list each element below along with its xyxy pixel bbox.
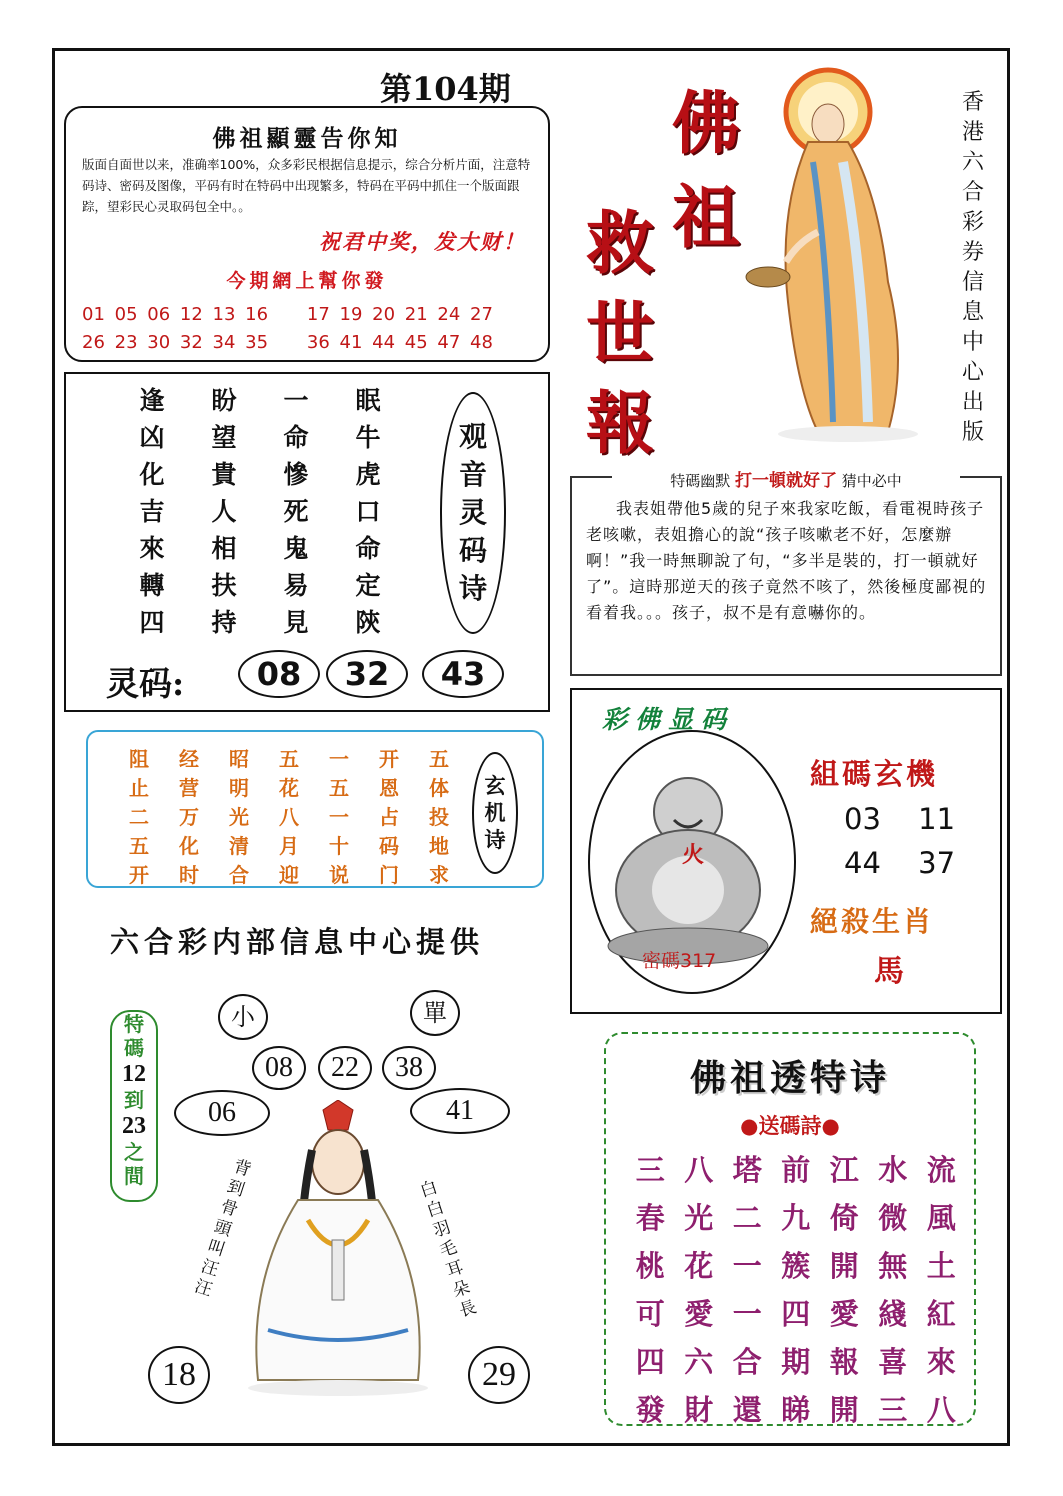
- poem-char: 塔: [732, 1153, 762, 1187]
- poem-char: 九: [781, 1201, 811, 1235]
- poem-char: 愛: [684, 1297, 714, 1331]
- poem-char: 見: [283, 608, 309, 637]
- poem-char: 五: [429, 747, 449, 771]
- issue-number: 第104期: [380, 70, 511, 108]
- combo-title: 組碼玄機: [810, 757, 939, 791]
- poem-char: 微: [878, 1201, 908, 1235]
- poem-char: 易: [283, 571, 309, 600]
- poem-grid: [116, 384, 404, 639]
- poem-char: 花: [684, 1249, 714, 1283]
- oval-title-char: 玄: [484, 773, 506, 798]
- poem-char: 清: [229, 834, 249, 858]
- joke-text: 我表姐帶他5歲的兒子來我家吃飯，看電視時孩子老咳嗽，表姐擔心的說“孩子咳嗽老不好，怎麼辦啊！”我一時無聊說了句，“多半是裝的，打一頓就好了”。這時那逆天的孩子竟然不咳了，然後極度鄙視的看着我。。。孩子，叔不是有意嚇你的。: [586, 499, 987, 622]
- fire-label: 火: [682, 843, 705, 868]
- poem-char: 合: [732, 1345, 762, 1379]
- poem-char: 三: [635, 1153, 665, 1187]
- poem-char: 可: [635, 1297, 665, 1331]
- poem-char: 万: [179, 805, 199, 829]
- joke-label-right: 猜中必中: [841, 472, 902, 490]
- poem-char: 持: [211, 608, 237, 637]
- xuanji-poem-box: [86, 730, 544, 888]
- xuanji-oval-title: [472, 752, 518, 874]
- poem-char: 五: [279, 747, 299, 771]
- poem-char: 一: [732, 1249, 762, 1283]
- special-char: 特: [124, 1012, 144, 1036]
- poem-char: 扶: [211, 571, 237, 600]
- combo-row-1: 03 11: [844, 802, 956, 836]
- special-char: 間: [124, 1164, 144, 1188]
- poem-char: 開: [829, 1249, 859, 1283]
- title-char: 祖: [672, 178, 741, 258]
- joke-label-mid: 打一頓就好了: [735, 471, 837, 491]
- small-badge: 小: [218, 994, 268, 1040]
- title-char: 佛: [672, 84, 741, 164]
- poem-char: 化: [139, 460, 165, 489]
- poem-char: 人: [211, 497, 237, 526]
- poem-char: 倚: [829, 1201, 859, 1235]
- right-side-poem: 白白羽毛耳朵長: [417, 1177, 480, 1322]
- poem-char: 止: [129, 776, 149, 800]
- poem-oval-title: [440, 392, 506, 634]
- oval-title-char: 机: [484, 800, 506, 825]
- poem-char: 营: [179, 776, 199, 800]
- poem-char: 求: [429, 863, 449, 887]
- poem-char: 睇: [781, 1393, 811, 1427]
- combo-box: [570, 688, 1002, 1014]
- poem-char: 四: [635, 1345, 665, 1379]
- poem-char: 陝: [355, 608, 381, 637]
- poem-char: 化: [179, 834, 199, 858]
- poem-char: 月: [279, 834, 299, 858]
- poem-char: 四: [781, 1297, 811, 1331]
- special-to: 23: [122, 1113, 146, 1139]
- poem-char: 風: [926, 1201, 956, 1235]
- poem-char: 死: [283, 497, 309, 526]
- poem-char: 鬼: [283, 534, 309, 563]
- number-circle: 08: [252, 1046, 306, 1090]
- poem-char: 体: [429, 776, 449, 800]
- poem-char: 水: [878, 1153, 908, 1187]
- poem-char: 花: [279, 776, 299, 800]
- notice-wish: 祝君中奖，发大财！: [319, 230, 526, 254]
- poem-char: 八: [926, 1393, 956, 1427]
- poem-char: 八: [684, 1153, 714, 1187]
- poem-char: 凶: [139, 423, 165, 452]
- special-char: 碼: [124, 1036, 144, 1060]
- poem-char: 綫: [878, 1297, 908, 1331]
- send-poem-grid: [626, 1148, 966, 1432]
- poem-char: 说: [329, 863, 349, 887]
- poem-char: 码: [379, 834, 399, 858]
- poem-char: 投: [429, 805, 449, 829]
- poem-char: 轉: [139, 571, 165, 600]
- send-code-poem-box: [604, 1032, 976, 1426]
- send-poem-subtitle: ●送碼詩●: [740, 1114, 840, 1138]
- provider-text: 六合彩内部信息中心提供: [110, 925, 485, 959]
- oval-title-char: 音: [458, 458, 487, 491]
- code-label: 灵码:: [106, 664, 185, 703]
- kill-zodiac-title: 絕殺生肖: [810, 905, 935, 938]
- joke-label-left: 特碼幽默: [670, 472, 731, 490]
- publisher-vertical: 香港六合彩券信息中心出版: [961, 90, 984, 445]
- poem-char: 昭: [229, 747, 249, 771]
- poem-char: 春: [635, 1201, 665, 1235]
- oval-title-char: 观: [458, 420, 487, 453]
- poem-char: 阻: [129, 747, 149, 771]
- special-char: 到: [124, 1088, 144, 1112]
- poem-char: 盼: [211, 386, 237, 415]
- poem-char: 前: [781, 1153, 811, 1187]
- secret-code: 密碼317: [642, 950, 717, 972]
- poem-char: 四: [139, 608, 165, 637]
- poem-char: 桃: [635, 1249, 665, 1283]
- poem-char: 时: [179, 863, 199, 887]
- poem-char: 紅: [926, 1297, 956, 1331]
- number-circle: 06: [174, 1090, 270, 1136]
- poem-char: 發: [635, 1393, 665, 1427]
- number-circle: 29: [468, 1346, 530, 1404]
- guanyin-seated-illustration: [228, 1100, 448, 1400]
- number-row-2: 26 23 30 32 34 35 36 41 44 45 47 48: [82, 332, 493, 353]
- special-code-range: [110, 1010, 158, 1202]
- title-char: 世: [586, 294, 655, 374]
- poem-char: 愛: [829, 1297, 859, 1331]
- poem-char: 財: [684, 1393, 714, 1427]
- poem-char: 二: [129, 805, 149, 829]
- poem-char: 逢: [139, 386, 165, 415]
- code-number: 08: [238, 650, 320, 698]
- poem-char: 虎: [355, 460, 381, 489]
- poem-char: 還: [732, 1393, 762, 1427]
- poem-char: 光: [684, 1201, 714, 1235]
- code-number: 43: [422, 650, 504, 698]
- joke-header: [612, 466, 960, 491]
- poem-char: 开: [379, 747, 399, 771]
- poem-char: 一: [283, 386, 309, 415]
- poem-char: 门: [379, 863, 399, 887]
- poem-char: 开: [129, 863, 149, 887]
- poem-char: 恩: [379, 776, 399, 800]
- number-circle: 22: [318, 1046, 372, 1090]
- poem-char: 六: [684, 1345, 714, 1379]
- number-circle: 41: [410, 1088, 510, 1134]
- poem-char: 簇: [781, 1249, 811, 1283]
- poem-char: 五: [329, 776, 349, 800]
- poem-char: 開: [829, 1393, 859, 1427]
- poem-char: 一: [329, 805, 349, 829]
- number-row-1: 01 05 06 12 13 16 17 19 20 21 24 27: [82, 304, 493, 325]
- notice-subtitle: 今期網上幫你發: [226, 270, 388, 292]
- single-badge: 單: [410, 990, 460, 1036]
- poem-char: 八: [279, 805, 299, 829]
- poem-char: 望: [211, 423, 237, 452]
- poem-char: 土: [926, 1249, 956, 1283]
- combo-row-2: 44 37: [844, 846, 956, 880]
- oval-title-char: 码: [458, 534, 487, 567]
- title-char: 救: [586, 204, 655, 284]
- notice-box: [64, 106, 550, 362]
- poem-char: 五: [129, 834, 149, 858]
- joke-box: [570, 471, 1002, 676]
- poem-char: 口: [355, 497, 381, 526]
- poem-char: 來: [926, 1345, 956, 1379]
- kill-zodiac-value: 馬: [874, 954, 904, 989]
- poem-char: 牛: [355, 423, 381, 452]
- poem-char: 三: [878, 1393, 908, 1427]
- title-char: 報: [586, 384, 655, 464]
- notice-text: 版面自面世以来，准确率100%，众多彩民根据信息提示，综合分析片面，注意特码诗、密码及图像，平码有时在特码中出现繁多，特码在平码中抓住一个版面跟踪，望彩民心灵取码包全中。。: [82, 157, 531, 214]
- poem-char: 命: [355, 534, 381, 563]
- poem-char: 貴: [211, 460, 237, 489]
- poem-char: 喜: [878, 1345, 908, 1379]
- poem-char: 占: [379, 805, 399, 829]
- poem-char: 命: [283, 423, 309, 452]
- poem-char: 一: [732, 1297, 762, 1331]
- poem-char: 眠: [355, 386, 381, 415]
- poem-char: 地: [429, 834, 449, 858]
- number-circle: 18: [148, 1346, 210, 1404]
- special-from: 12: [122, 1061, 146, 1087]
- number-circle: 38: [382, 1046, 436, 1090]
- poem-char: 合: [229, 863, 249, 887]
- poem-char: 報: [829, 1345, 859, 1379]
- left-side-poem: 背到骨頭叫汪汪: [192, 1156, 254, 1301]
- poem-char: 定: [355, 571, 381, 600]
- poem-char: 吉: [139, 497, 165, 526]
- oval-title-char: 诗: [458, 572, 487, 605]
- oval-title-char: 灵: [458, 496, 487, 529]
- poem-char: 光: [229, 805, 249, 829]
- poem-char: 期: [781, 1345, 811, 1379]
- poem-char: 無: [878, 1249, 908, 1283]
- poem-char: 一: [329, 747, 349, 771]
- poem-char: 江: [829, 1153, 859, 1187]
- poem-char: 十: [329, 834, 349, 858]
- poem-char: 來: [139, 534, 165, 563]
- special-char: 之: [124, 1140, 144, 1164]
- guanyin-code-poem-box: [64, 372, 550, 712]
- main-title: [580, 70, 750, 464]
- oval-title-char: 诗: [484, 827, 506, 852]
- poem-char: 慘: [283, 460, 309, 489]
- poem-char: 经: [179, 747, 199, 771]
- poem-char: 二: [732, 1201, 762, 1235]
- send-poem-title: 佛祖透特诗: [689, 1057, 890, 1099]
- combo-arc-title: 彩佛显码: [602, 705, 735, 734]
- xuanji-grid: [114, 746, 464, 889]
- poem-char: 迎: [279, 863, 299, 887]
- poem-char: 相: [211, 534, 237, 563]
- notice-title: 佛祖顯靈告你知: [212, 125, 402, 152]
- poem-char: 明: [229, 776, 249, 800]
- code-number: 32: [326, 650, 408, 698]
- guanyin-standing-illustration: [738, 62, 938, 442]
- poem-char: 流: [926, 1153, 956, 1187]
